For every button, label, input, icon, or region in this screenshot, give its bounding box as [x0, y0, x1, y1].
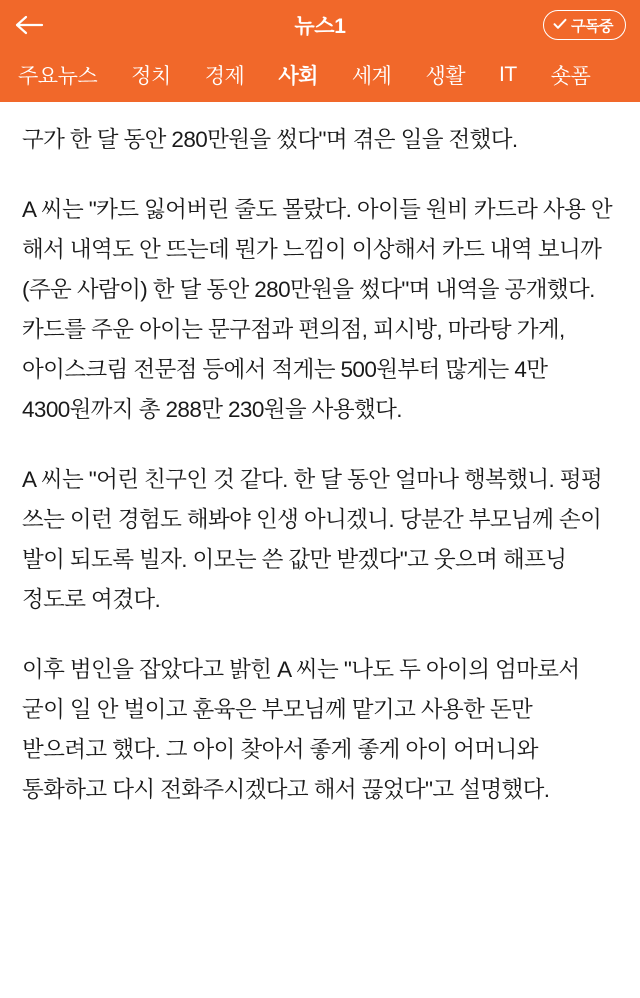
category-tab-bar[interactable] [0, 50, 640, 102]
back-button[interactable] [14, 5, 54, 45]
subscribe-label: 구독중 [571, 17, 613, 35]
tab-it[interactable]: IT [499, 63, 517, 86]
article-body [0, 102, 640, 998]
tab-life[interactable]: 생활 [425, 65, 466, 88]
article-paragraph: 구가 한 달 동안 280만원을 썼다"며 겪은 일을 전했다. [22, 127, 518, 152]
page-title: 뉴스1 [294, 15, 346, 38]
subscribe-button[interactable] [543, 10, 626, 40]
top-app-bar [0, 0, 640, 50]
tab-shortform[interactable]: 숏폼 [550, 65, 591, 88]
tab-main-news[interactable]: 주요뉴스 [18, 65, 98, 88]
tab-world[interactable]: 세계 [351, 65, 392, 88]
check-icon [553, 17, 567, 34]
article-paragraph: A 씨는 "어린 친구인 것 같다. 한 달 동안 얼마나 행복했니. 펑펑 쓰는 이런 경험도 해봐야 인생 아니겠니. 당분간 부모님께 손이 발이 되도록 빌자. 이모는 쓴 값만 받겠다"고 웃으며 해프닝 정도로 여겼다. [22, 467, 603, 612]
tab-economy[interactable]: 경제 [204, 65, 245, 88]
tab-politics[interactable]: 정치 [131, 65, 171, 88]
article-paragraph: 이후 범인을 잡았다고 밝힌 A 씨는 "나도 두 아이의 엄마로서 굳이 일 안 벌이고 훈육은 부모님께 맡기고 사용한 돈만 받으려고 했다. 그 아이 찾아서 좋게 좋게 아이 어머니와 통화하고 다시 전화주시겠다고 해서 끊었다"고 설명했다. [22, 657, 580, 802]
article-paragraph: A 씨는 "카드 잃어버린 줄도 몰랐다. 아이들 원비 카드라 사용 안 해서 내역도 안 뜨는데 뭔가 느낌이 이상해서 카드 내역 보니까 (주운 사람이) 한 달 동안 280만원을 썼다"며 내역을 공개했다.카드를 주운 아이는 문구점과 편의점, 피시방, 마라탕 가게, 아이스크림 전문점 등에서 적게는 500원부터 많게는 4만 4300원까지 총 288만 230원을 사용했다. [22, 197, 612, 422]
arrow-left-icon [14, 13, 44, 37]
tab-society[interactable]: 사회 [278, 65, 318, 88]
